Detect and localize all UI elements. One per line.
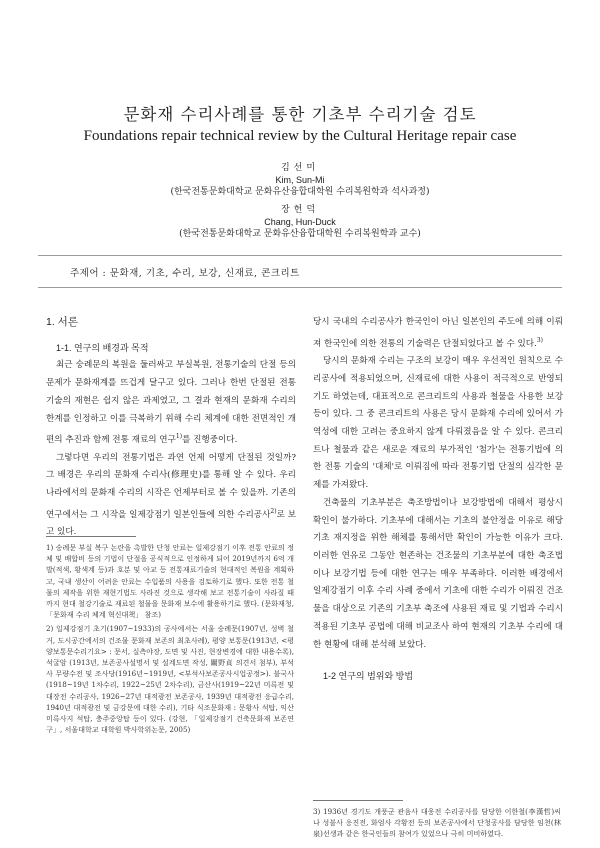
author-name-english: Chang, Hun-Duck (264, 217, 336, 227)
subsection-heading: 1-1. 연구의 배경과 목적 (56, 342, 149, 353)
body-text: 최근 숭례문의 복원을 둘러싸고 부실복원, 전통기술의 단절 등의 문제가 문화재계를 뜨겁게 달구고 있다. 그러나 한번 단절된 전통 기술의 재현은 쉽지 않은 과제였고, 그 결과 현재의 문화재 수리의 한계를 인정하고 이를 극복하기 위해 수리 체계에 대한 전면적인 개편의 추진과 함께 전통 재료의 연구 (46, 360, 296, 446)
author-affiliation: (한국전통문화대학교 문화유산융합대학원 수리복원학과 석사과정) (170, 187, 430, 197)
body-paragraph: 당시의 문화재 수리는 구조의 보강이 매우 우선적인 원칙으로 수리공사에 적용되었으며, 신재료에 대한 사용이 적극적으로 반영되기도 하였는데, 대표적으로 콘크리트의 사용과 철물을 사용한 보강 등이 있다. 그 중 콘크리트의 사용은 당시 문화재 수리에 있어서 가역성에 대한 고려는 중요하지 않게 다뤄졌음을 알 수 있다. 콘크리트나 철물과 같은 새로운 재료의 부가적인 '첨가'는 전통기법에 의한 전통 기술의 '대체'로 이뤄짐에 따라 전통기법 단절의 심각한 문제를 가져왔다. (313, 356, 563, 491)
keywords-rule-bottom (38, 287, 562, 288)
subsection-heading: 1-2 연구의 범위와 방법 (323, 671, 414, 682)
keywords-rule-top (38, 255, 562, 256)
author-affiliation: (한국전통문화대학교 문화유산융합대학원 수리복원학과 교수) (179, 229, 421, 239)
section-heading: 1. 서론 (46, 316, 78, 328)
author-name-english: Kim, Sun-Mi (275, 175, 325, 185)
footnote-ref: 1) (175, 433, 183, 441)
paper-title-english: Foundations repair technical review by the Cultural Heritage repair case (83, 128, 517, 144)
author-block-2 (0, 204, 600, 240)
keywords: 주제어 : 문화재, 기초, 수리, 보강, 신재료, 콘크리트 (70, 268, 300, 279)
footnote-ref: 2) (270, 507, 277, 515)
footnote: 3) 1936년 경기도 개풍군 관음사 대웅전 수리공사를 담당한 이한철(李漢哲)씨나 성불사 응진전, 화엄사 각황전 등의 보존공사에서 단청공사를 담당한 임천(林泉)선생과 같은 한국인들의 참여가 있었으나 극히 미비하였다. (313, 807, 561, 839)
author-block-1 (0, 162, 600, 198)
footnotes-left (46, 542, 294, 738)
footnotes-right (313, 806, 561, 843)
left-column (46, 314, 296, 542)
footnote: 2) 일제강점기 초기(1907~1933)의 공사에서는 서울 숭례문(1907년, 성벽 철거, 도시공간에서의 건조물 문화재 보존의 최초사례), 평양 보통문(1913년, <평양보통문수리기요> : 문서, 실측야장, 도면 및 사진, 현장변경에 대한 내용수록), 석굴암 (1913년, 보존공사설명서 및 설계도면 작성, 關野貞 의견서 첨부), 부석사 무량수전 및 조사당(1916년~1919년, <부석사보존공사시업공정>). 불국사(1918~19년 1차수리, 1922~25년 2차수리), 금산사(1919~22년 미륵전 및 대장전 수리공사, 1926~27년 대적광전 보존공사, 1939년 대적광전 응급수리, 1940년 대적광전 및 금강문에 대한 수리), 기타 식조문화재 : 문황사 석탑, 익산 미륵사지 석탑, 충주중앙탑 등이 있다. (강현, 「일제강점기 건축문화재 보존연구」, 서울대학교 대학원 박사학위논문, 2005) (46, 624, 294, 735)
body-paragraph (46, 357, 296, 449)
body-text: 를 진행중이다. (182, 435, 238, 446)
right-column (313, 314, 563, 686)
body-text: 그렇다면 우리의 전통기법은 과연 언제 어떻게 단절된 것일까? 그 배경은 우리의 문화재 수리사(修理史)를 통해 알 수 있다. 우리나라에서의 문화재 수리의 시작은 언제부터로 볼 수 있을까. 기존의 연구에서는 그 시작을 일제강점기 일본인들에 의한 수리공사 (46, 452, 296, 520)
author-name-korean: 장헌덕 (280, 205, 320, 215)
paper-title-korean: 문화재 수리사례를 통한 기초부 수리기술 검토 (123, 105, 477, 124)
body-text: 당시 국내의 수리공사가 한국인이 아닌 일본인의 주도에 의해 이뤄져 한국인에 의한 전통의 기술력은 단절되었다고 볼 수 있다. (313, 317, 563, 349)
body-paragraph: 건축물의 기초부분은 축조방법이나 보강방법에 대해서 평상시 확인이 불가하다. 기초부에 대해서는 기초의 불안정을 이유로 해당 기초 재지정을 위한 해체를 통해서만 확인이 가능한 이유가 크다. 이러한 연유로 그동안 현존하는 건조물의 기초부분에 대한 축조법이나 보강기법 등에 대한 연구는 매우 부족하다. 이러한 배경에서 일제강점기 이후 수리 사례 중에서 기초에 대한 수리가 이뤄진 건조물을 대상으로 기존의 기초부 축조에 사용된 재료 및 기법과 수리시 적용된 기초부 공법에 대해 비교조사 하여 현재의 기초부 수리에 대한 현황에 대해 분석해 보았다. (313, 497, 563, 650)
author-name-korean: 김선미 (280, 163, 320, 173)
footnote-rule-right (313, 800, 403, 801)
footnote-rule-left (46, 536, 136, 537)
body-paragraph (46, 450, 296, 542)
body-paragraph (313, 314, 563, 353)
footnote: 1) 숭례문 부실 복구 논란을 촉발한 단청 안료는 일제강점기 이후 전통 안료의 정체 및 배합비 등의 기법이 단절을 공식적으로 인정하게 되어 2019년까지 6억 개발(적색, 황색계 등)과 호분 및 아교 등 전통재료기술의 현대적인 복원을 계획하고, 국내 생산이 어려운 안료는 수입품의 사용을 검토하기로 했다. 또한 전통 철물의 제작을 위한 재현기법도 사라진 것으로 생각해 보고 전통기술이 사라질 때까지 현대 철강기술로 재료된 철물을 문화재 보수에 활용하기로 했다. (문화재청, 「문화재 수리 체계 혁신대책」 참조) (46, 543, 294, 620)
body-text: 로 보고 있다. (46, 509, 296, 538)
footnote-ref: 3) (536, 336, 543, 344)
